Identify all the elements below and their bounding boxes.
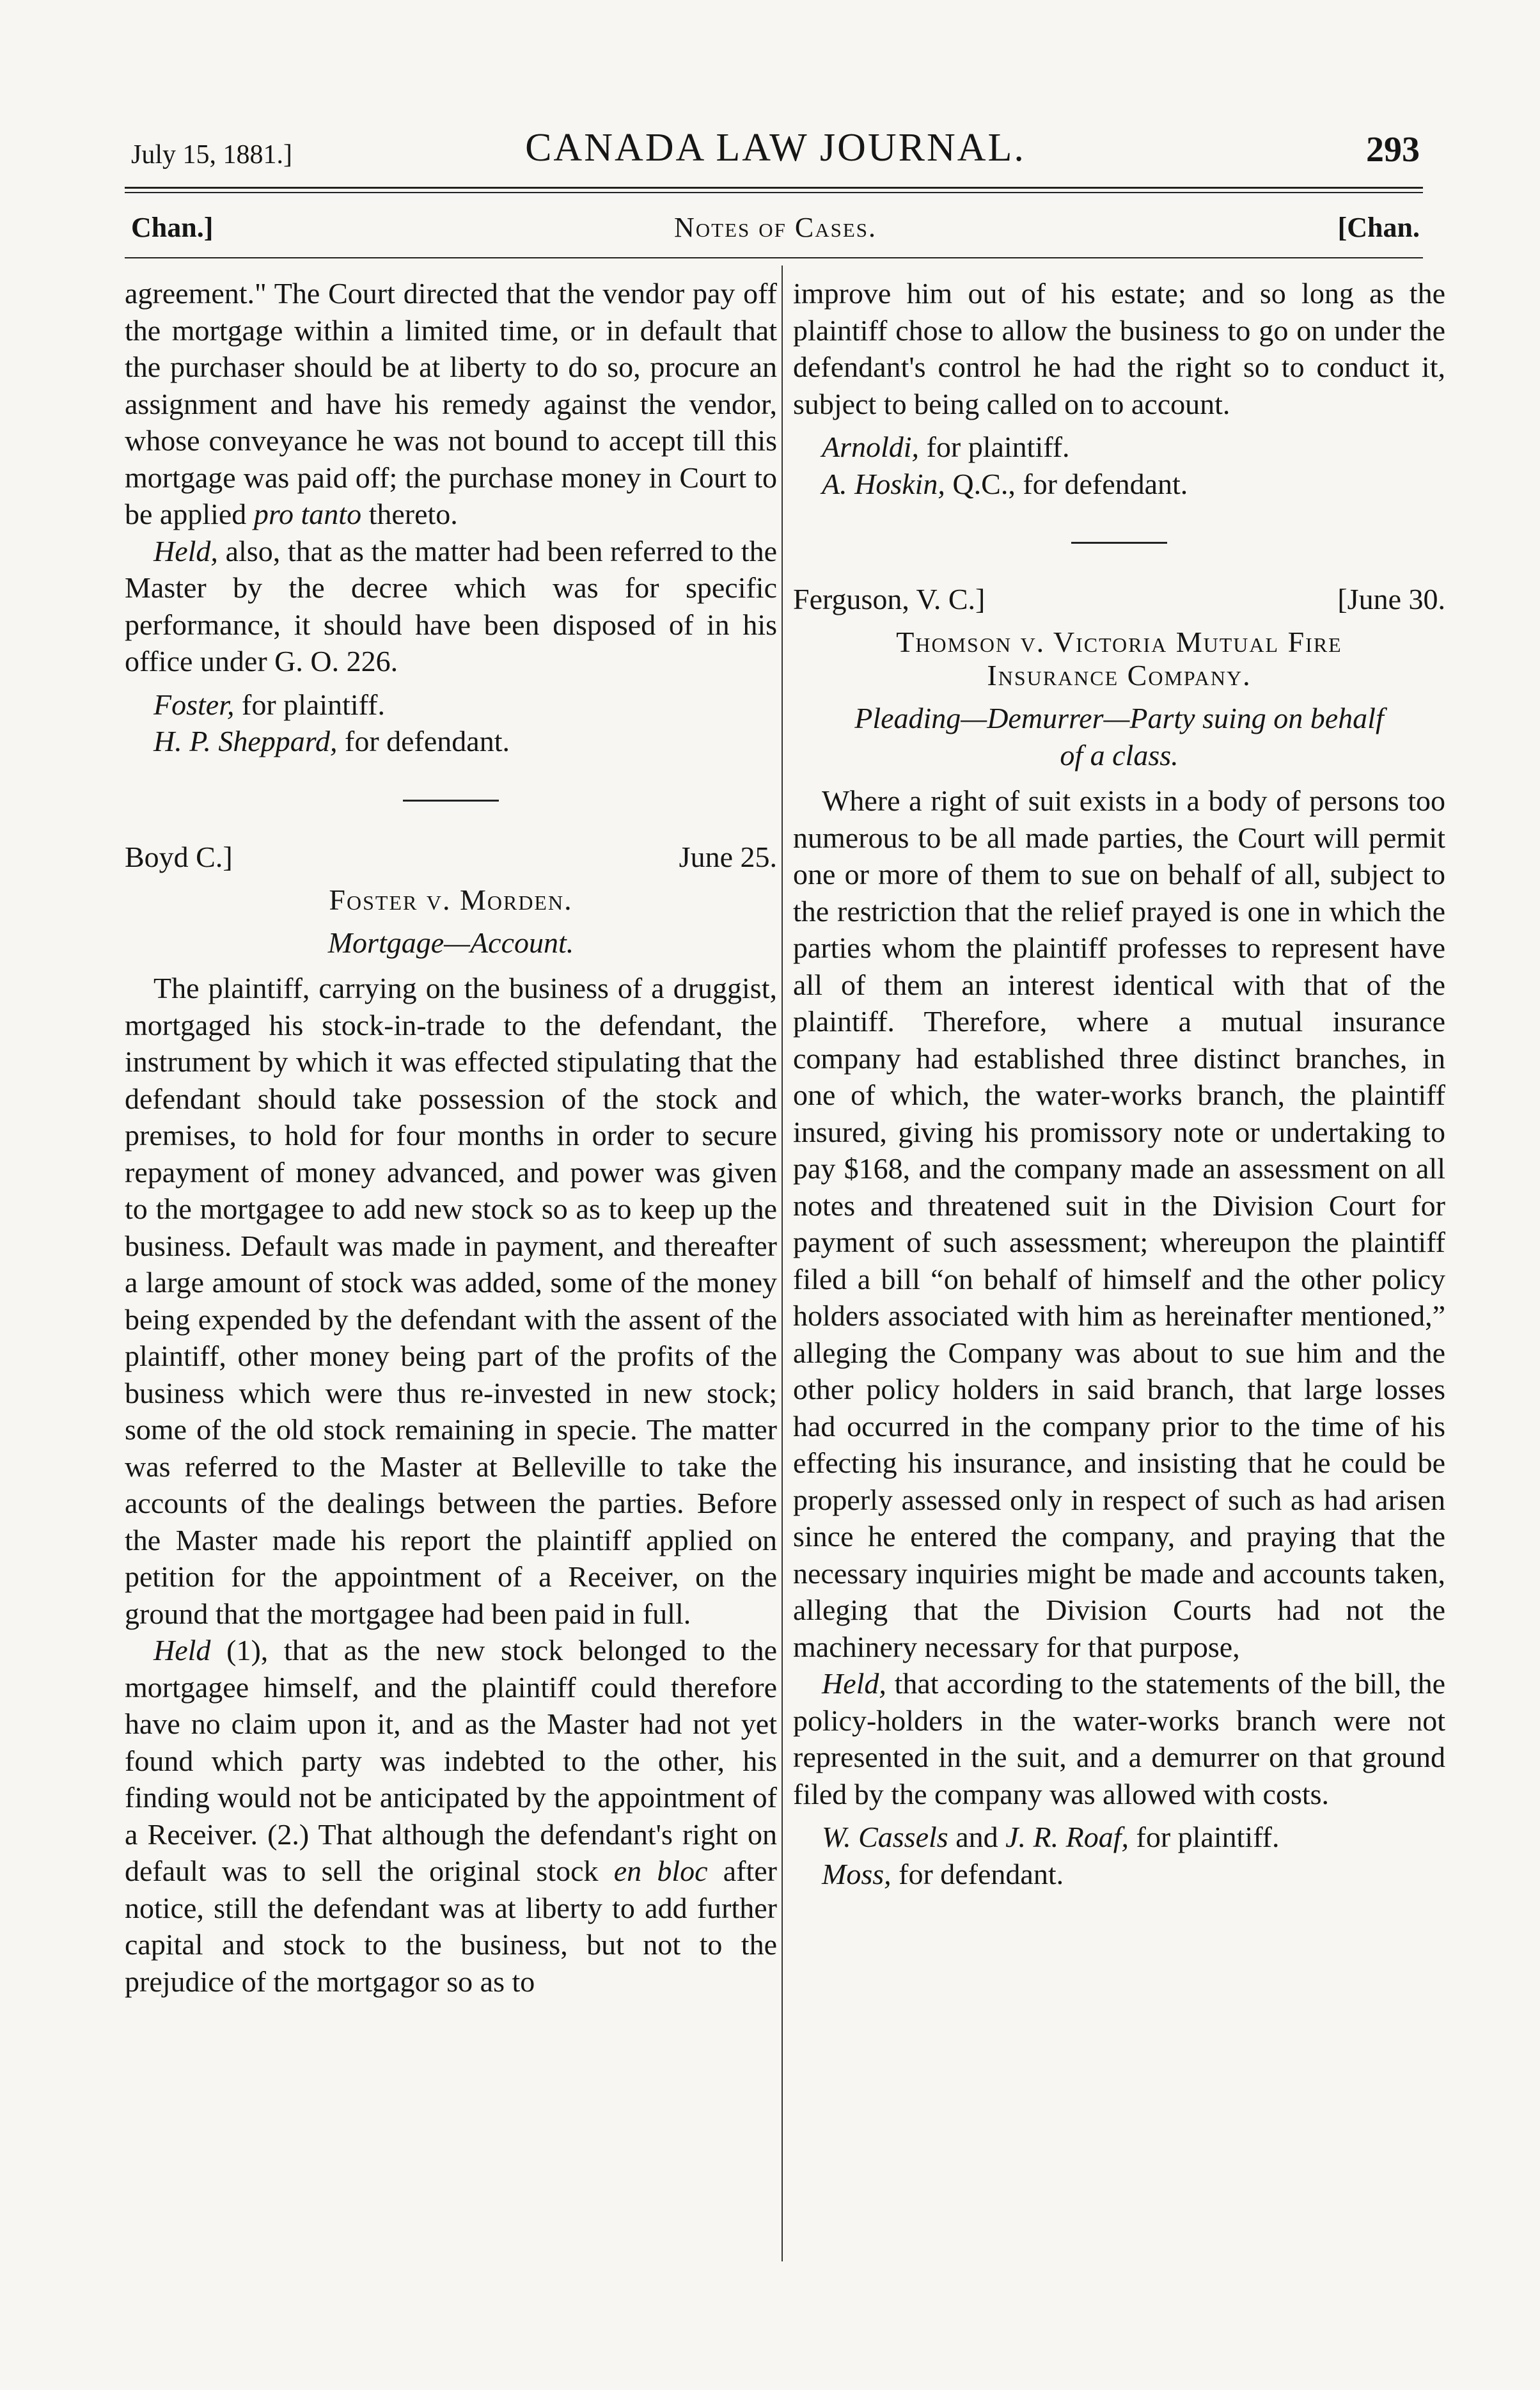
case-name: Thomson v. Victoria Mutual Fire Insurance Company.	[896, 626, 1342, 692]
case-subject: Pleading—Demurrer—Party suing on behalf of a class.	[854, 702, 1384, 772]
case-judge: Ferguson, V. C.]	[793, 583, 986, 615]
column-divider	[782, 265, 783, 2261]
case-paragraph: Where a right of suit exists in a body of persons too numerous to be all made parties, the Court will permit one or more of them to sue on behalf of all, subject to the restriction that the relief prayed is one in which the parties whom the plaintiff professes to represent have all of them an interest identical with that of the plaintiff. Therefore, where a mutual insurance company had established three distinct branches, in one of which, the water-works branch, the plaintiff insured, giving his promissory note or undertaking to pay $168, and the company made an assessment on all notes and threatened suit in the Division Court for payment of such assessment; whereupon the plaintiff filed a bill “on behalf of himself and the other policy holders associated with him as hereinafter mentioned,” alleging the Company was about to sue him and the other policy holders in said branch, that large losses had occurred in the company prior to the time of his effecting his insurance, and insisting that he could be properly assessed only in respect of such as had arisen since he entered the company, and praying that the necessary inquiries might be made and accounts taken, alleging that the Division Courts had not the machinery necessary for that purpose,	[793, 784, 1445, 1663]
case-name: Foster v. Morden.	[329, 883, 573, 916]
case-date: June 25.	[679, 840, 777, 873]
counsel-line: A. Hoskin, Q.C., for defendant.	[822, 467, 1188, 500]
held-paragraph: Held, that according to the statements of the bill, the policy-holders in the water-works branch were not represented in the suit, and a demurrer on that ground filed by the company was allowed with costs.	[793, 1667, 1445, 1810]
left-column	[125, 275, 777, 2000]
counsel-line: Arnoldi, for plaintiff.	[822, 431, 1070, 463]
section-title: Notes of Cases.	[673, 212, 877, 243]
case-heading	[125, 839, 777, 877]
counsel-line: H. P. Sheppard, for defendant.	[153, 725, 510, 757]
counsel-line: Foster, for plaintiff.	[153, 688, 385, 721]
section-rule	[125, 257, 1423, 258]
held-paragraph: Held, also, that as the matter had been referred to the Master by the decree which was for specific performance, it should have been disposed of in his office under G. O. 226.	[125, 534, 778, 677]
case-subject: Mortgage—Account.	[327, 926, 574, 959]
section-court-left: Chan.]	[131, 212, 214, 243]
case-separator	[403, 800, 499, 802]
held-paragraph: Held (1), that as the new stock belonged to the mortgagee himself, and the plaintiff could therefore have no claim upon it, and as the Master had not yet found which party was indebted to the other, his finding would not be anticipated by the appointment of a Receiver. (2.) That although the defendant's right on default was to sell the original stock en bloc after notice, still the defendant was at liberty to add further capital and stock to the business, but not to the prejudice of the mortgagor so as to	[125, 1634, 777, 1998]
case-paragraph: improve him out of his estate; and so long as the plaintiff chose to allow the business to go on under the defendant's control he had the right so to conduct it, subject to being called on to account.	[793, 277, 1445, 420]
header-rule-bottom	[125, 192, 1423, 193]
case-date: [June 30.	[1337, 583, 1445, 615]
journal-title: CANADA LAW JOURNAL.	[525, 126, 1026, 170]
section-bar	[131, 211, 1420, 249]
case-heading	[793, 581, 1445, 619]
case-separator	[1071, 542, 1167, 544]
case-paragraph: The plaintiff, carrying on the business of a druggist, mortgaged his stock-in-trade to the defendant, the instrument by which it was effected stipulating that the defendant should take possession of the stock and premises, to hold for four months in order to secure repayment of money advanced, and power was given to the mortgagee to add new stock so as to keep up the business. Default was made in payment, and thereafter a large amount of stock was added, some of the money being expended by the defendant with the assent of the plaintiff, other money being part of the profits of the business which were thus re-invested in new stock; some of the old stock remaining in specie. The matter was referred to the Master at Belleville to take the accounts of the dealings between the parties. Before the Master made his report the plaintiff applied on petition for the appointment of a Receiver, on the ground that the mortgagee had been paid in full.	[125, 972, 777, 1630]
case-paragraph: agreement." The Court directed that the vendor pay off the mortgage within a limited time, or in default that the purchaser should be at liberty to do so, procure an assignment and have his remedy against the vendor, whose conveyance he was not bound to accept till this mortgage was paid off; the purchase money in Court to be applied pro tanto thereto.	[125, 277, 777, 530]
counsel-line: Moss, for defendant.	[822, 1857, 1064, 1890]
page-number: 293	[1366, 130, 1420, 170]
case-judge: Boyd C.]	[125, 840, 233, 873]
right-column	[793, 275, 1445, 1892]
issue-date: July 15, 1881.]	[131, 140, 292, 170]
counsel-line: W. Cassels and J. R. Roaf, for plaintiff.	[822, 1821, 1280, 1853]
header-rule-top	[125, 187, 1423, 189]
section-court-right: [Chan.	[1337, 212, 1420, 243]
running-head	[131, 115, 1420, 173]
